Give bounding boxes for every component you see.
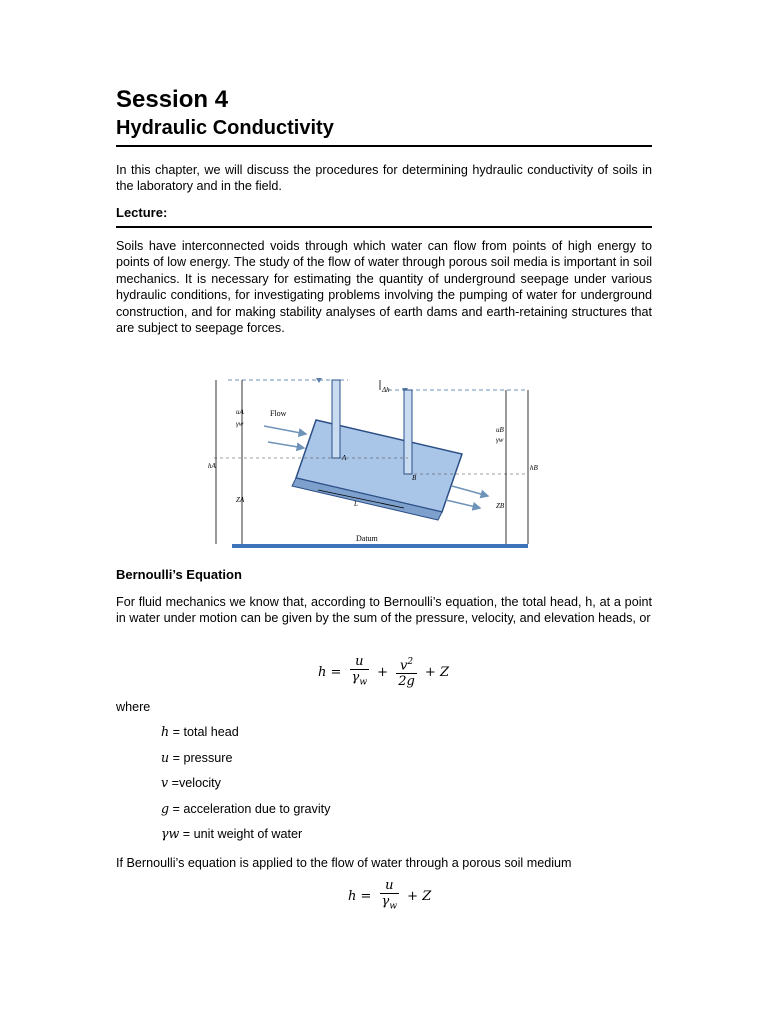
porous-equation: h = $\frac{u}{\gamma_w}$ + Z (348, 878, 431, 915)
page-subtitle: Hydraulic Conductivity (116, 117, 334, 139)
gw-label-b: γw (496, 436, 504, 444)
definition-item: v =velocity (161, 775, 221, 790)
definition-item: h = total head (161, 724, 239, 739)
hb-label: hB (530, 464, 538, 472)
definition-item: γw = unit weight of water (161, 826, 303, 841)
point-a-label: A (342, 454, 347, 462)
title-divider (116, 145, 652, 147)
definition-item: g = acceleration due to gravity (161, 800, 331, 816)
datum-line (232, 544, 528, 548)
standpipe-b (404, 390, 412, 474)
flow-arrow-out-2 (446, 500, 480, 508)
ub-label: uB (496, 426, 504, 434)
flow-label: Flow (270, 409, 287, 418)
point-b-label: B (412, 474, 417, 482)
definition-item: u = pressure (161, 749, 233, 765)
bernoulli-equation: h = $\frac{u}{\gamma_w}$ + $\frac{v^2}{2g}$ + Z (318, 654, 449, 690)
where-label: where (116, 700, 151, 714)
velocity-head-fraction: $\frac{v^2}{2g}$ (398, 657, 415, 690)
length-label: L (354, 500, 358, 508)
zb-label: ZB (496, 502, 505, 510)
bernoulli-heading: Bernoulli’s Equation (116, 567, 242, 582)
intro-paragraph: In this chapter, we will discuss the procedures for determining hydraulic conductivity of soils in the laboratory and in the field. (116, 163, 652, 194)
flow-arrow-in-1 (264, 426, 306, 434)
za-label: ZA (236, 496, 245, 504)
lecture-heading: Lecture: (116, 205, 168, 220)
lecture-divider (116, 226, 652, 228)
page-title: Session 4 (116, 86, 229, 113)
dh-label: Δh (382, 386, 390, 394)
gw-label-a: γw (236, 420, 244, 428)
flow-arrow-out-1 (452, 486, 488, 496)
flow-arrow-in-2 (268, 442, 304, 448)
lecture-paragraph: Soils have interconnected voids through which water can flow from points of high energy to points of low energy. The study of the flow of water through porous soil media is important in soil mechanics. It is necessary for estimating the quantity of underground seepage under various hydraulic conditions, for investigating problems involving the pumping of water for underground construction, and for making stability analyses of earth dams and earth-retaining structures that are subject to seepage forces. (116, 239, 652, 336)
bernoulli-paragraph: For fluid mechanics we know that, according to Bernoulli’s equation, the total head, h, at a point in water under motion can be given by the sum of the pressure, velocity, and elevation heads, or (116, 595, 652, 626)
porous-paragraph: If Bernoulli’s equation is applied to the flow of water through a porous soil medium (116, 856, 572, 870)
pressure-head-fraction: $\frac{u}{\gamma_w}$ (381, 878, 398, 912)
standpipe-a (332, 380, 340, 458)
ha-label: hA (208, 462, 216, 470)
flow-diagram (208, 362, 548, 558)
pressure-head-fraction: $\frac{u}{\gamma_w}$ (351, 654, 368, 688)
definitions-list (161, 724, 330, 852)
ua-label: uA (236, 408, 244, 416)
datum-label: Datum (356, 534, 378, 543)
